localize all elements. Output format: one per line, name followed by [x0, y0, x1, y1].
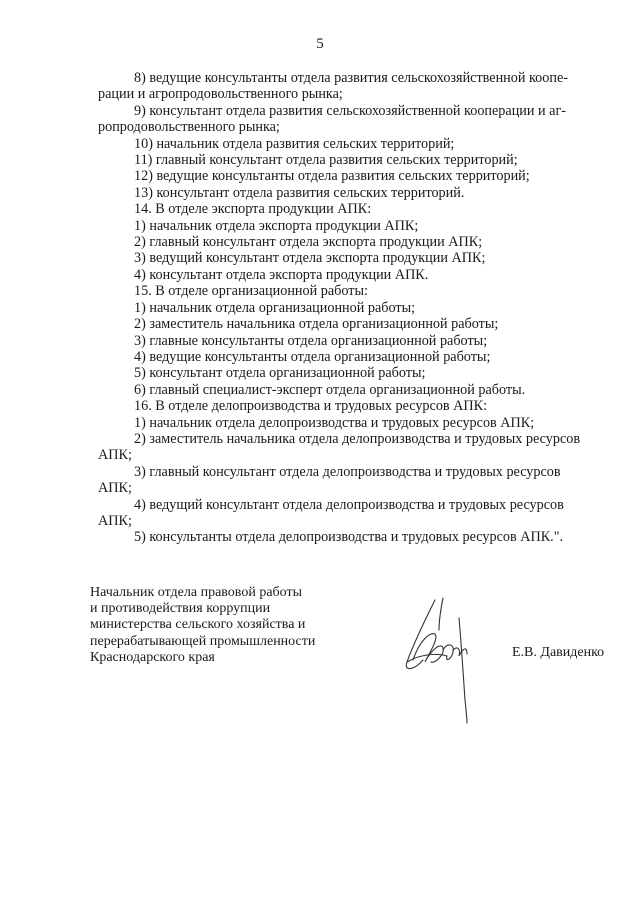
text-line: 1) начальник отдела организационной работы; [134, 299, 416, 316]
text-line: 3) главный консультант отдела делопроизводства и трудовых ресурсов [134, 463, 561, 480]
text-line: 5) консультант отдела организационной работы; [134, 365, 426, 382]
text-line: АПК; [98, 447, 132, 464]
text-line: 5) консультанты отдела делопроизводства и трудовых ресурсов АПК.". [134, 529, 564, 546]
text-line: 2) заместитель начальника отдела организационной работы; [134, 316, 499, 333]
text-line: 10) начальник отдела развития сельских территорий; [134, 135, 455, 152]
text-line: 2) заместитель начальника отдела делопроизводства и трудовых ресурсов [134, 430, 581, 447]
text-line: 1) начальник отдела экспорта продукции АПК; [134, 217, 419, 234]
text-line: 4) ведущий консультант отдела делопроизводства и трудовых ресурсов [134, 496, 564, 513]
signer-title-line-2: и противодействия коррупции [90, 601, 271, 617]
text-line: 4) консультант отдела экспорта продукции АПК. [134, 266, 429, 283]
text-line: 15. В отделе организационной работы: [134, 283, 368, 300]
text-line: 3) ведущий консультант отдела экспорта продукции АПК; [134, 250, 486, 267]
signer-title-line-1: Начальник отдела правовой работы [90, 585, 302, 600]
handwritten-signature [395, 590, 490, 725]
text-line: 6) главный специалист-эксперт отдела организационной работы. [134, 381, 526, 398]
text-line: 9) консультант отдела развития сельскохозяйственной кооперации и аг- [134, 102, 567, 119]
text-line: 13) консультант отдела развития сельских территорий. [134, 184, 465, 201]
text-line: 3) главные консультанты отдела организационной работы; [134, 332, 488, 349]
text-line: 12) ведущие консультанты отдела развития сельских территорий; [134, 168, 530, 185]
page-number: 5 [316, 36, 324, 52]
text-line: АПК; [98, 480, 132, 497]
signer-title-line-3: министерства сельского хозяйства и [90, 617, 306, 633]
document-body [98, 70, 608, 546]
text-line: 11) главный консультант отдела развития сельских территорий; [134, 152, 518, 169]
text-line: 8) ведущие консультанты отдела развития сельскохозяйственной коопе- [134, 70, 568, 86]
signer-title-line-5: Краснодарского края [90, 649, 215, 665]
text-line: 16. В отделе делопроизводства и трудовых ресурсов АПК: [134, 398, 488, 415]
text-line: АПК; [98, 512, 132, 529]
text-line: 14. В отделе экспорта продукции АПК: [134, 201, 372, 218]
text-line: рации и агропродовольственного рынка; [98, 86, 343, 103]
signature-block [90, 585, 350, 666]
signer-title-line-4: перерабатывающей промышленности [90, 633, 316, 649]
text-line: 1) начальник отдела делопроизводства и трудовых ресурсов АПК; [134, 414, 535, 431]
text-line: 2) главный консультант отдела экспорта продукции АПК; [134, 234, 483, 251]
text-line: ропродовольственного рынка; [98, 119, 280, 136]
signer-name: Е.В. Давиденко [512, 645, 605, 660]
text-line: 4) ведущие консультанты отдела организационной работы; [134, 348, 491, 365]
